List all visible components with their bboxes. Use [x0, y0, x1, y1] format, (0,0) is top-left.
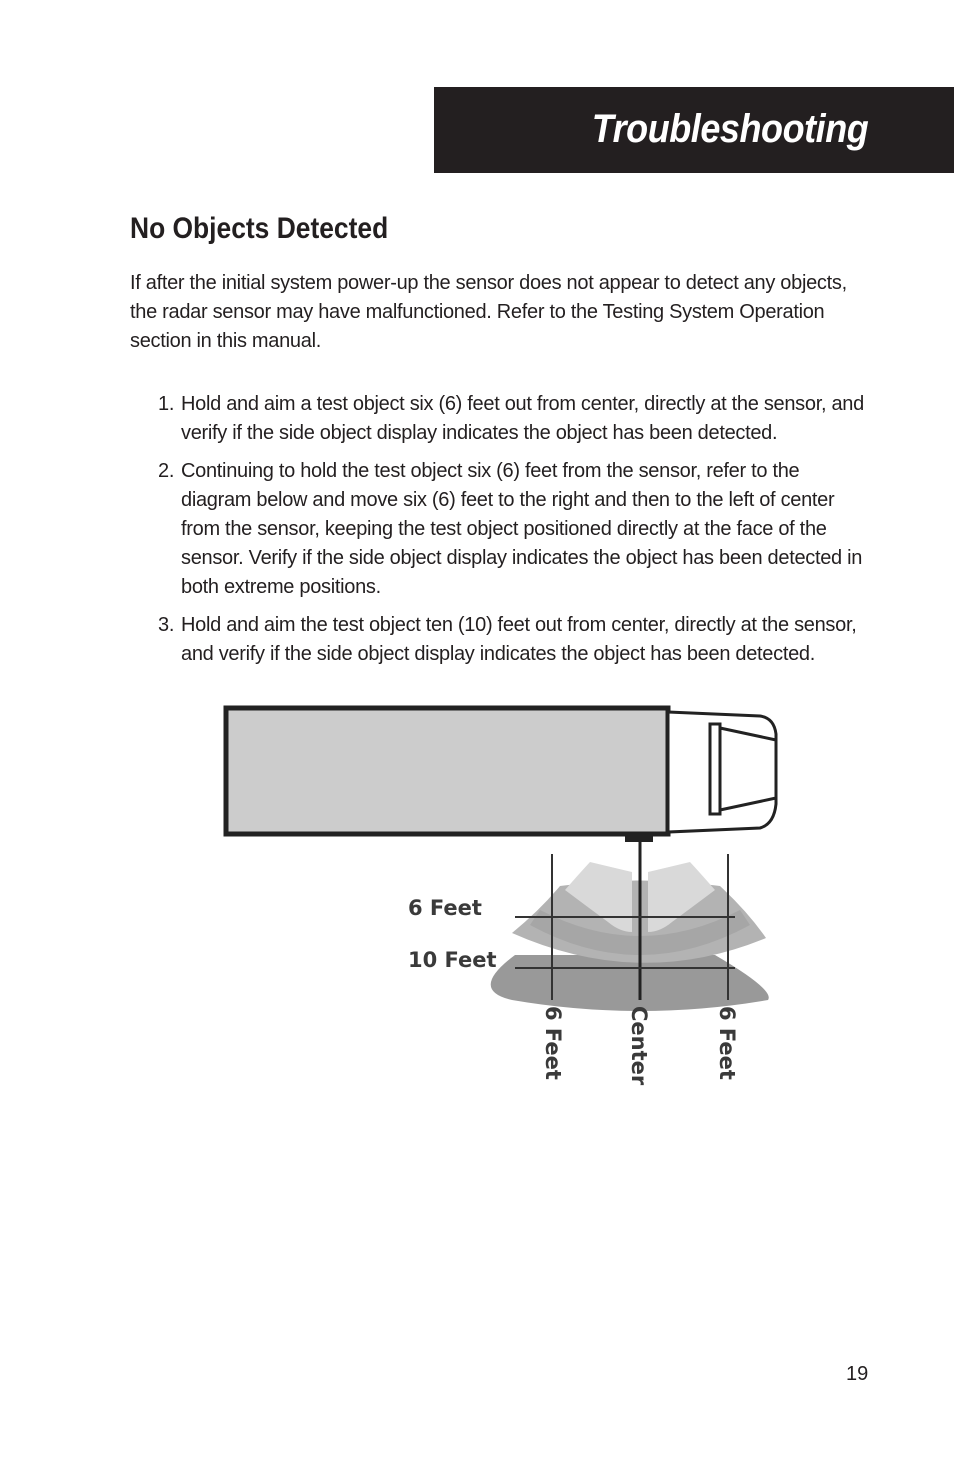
intro-paragraph: If after the initial system power-up the sensor does not appear to detect any objects, the radar sensor may have malfunctioned. Refer to the Testing System Operation section in this manual.: [130, 272, 847, 352]
list-item: [158, 457, 870, 602]
step-text: Continuing to hold the test object six (6) feet from the sensor, refer to the diagram below and move six (6) feet to the right and then to the left of center from the sensor, keeping the test object positioned directly at the face of the sensor. Verify if the side object display indicates the object has been detected in both extreme positions.: [181, 460, 863, 598]
step-number: 3.: [158, 614, 175, 636]
ten-feet-range-label: 10 Feet: [408, 948, 497, 972]
page-number: 19: [846, 1363, 869, 1385]
left-six-feet-label: 6 Feet: [541, 1006, 565, 1080]
test-steps-list: [158, 390, 870, 678]
radar-sensor: [625, 833, 653, 842]
list-item: [158, 390, 870, 448]
chapter-title: Troubleshooting: [591, 107, 868, 151]
list-item: [158, 611, 870, 669]
chapter-header-band: [434, 87, 954, 173]
step-number: 2.: [158, 460, 175, 482]
section-heading: No Objects Detected: [130, 212, 389, 245]
trailer-body: [226, 708, 668, 834]
step-number: 1.: [158, 393, 175, 415]
step-text: Hold and aim the test object ten (10) feet out from center, directly at the sensor, and verify if the side object display indicates the object has been detected.: [181, 614, 857, 665]
step-text: Hold and aim a test object six (6) feet out from center, directly at the sensor, and verify if the side object display indicates the object has been detected.: [181, 393, 864, 444]
sensor-coverage-diagram: [200, 700, 800, 1100]
center-label: Center: [627, 1006, 651, 1086]
right-six-feet-label: 6 Feet: [715, 1006, 739, 1080]
truck-cab-hood: [720, 728, 776, 810]
six-feet-range-label: 6 Feet: [408, 896, 482, 920]
